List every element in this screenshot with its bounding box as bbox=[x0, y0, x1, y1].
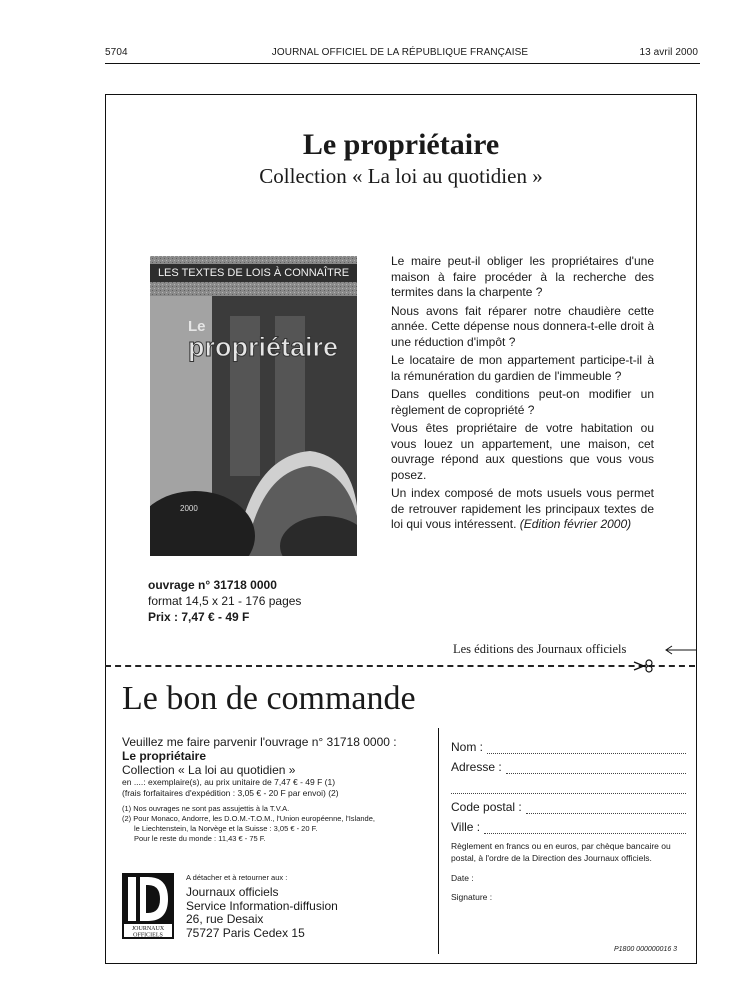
nom-label: Nom : bbox=[451, 740, 484, 754]
order-form-title: Le bon de commande bbox=[122, 680, 416, 717]
order-book: Le propriétaire bbox=[122, 749, 207, 763]
address-line: 26, rue Desaix bbox=[186, 912, 264, 926]
description-paragraph: Le maire peut-il obliger les propriétaires d'une maison à faire procéder à la recherche des termites dans la charpente ? bbox=[391, 254, 654, 299]
order-collection: Collection « La loi au quotidien » bbox=[122, 763, 296, 777]
date-label: Date : bbox=[451, 873, 474, 883]
book-cover bbox=[150, 256, 357, 556]
ville-field[interactable] bbox=[451, 814, 686, 834]
description-paragraph: Le locataire de mon appartement participe-t-il à la rémunération du gardien de l'immeuble ? bbox=[391, 353, 654, 383]
description-paragraph: Vous êtes propriétaire de votre habitation ou vous louez un appartement, une maison, cet ouvrage répond aux questions que vous vous posez. bbox=[391, 421, 654, 482]
book-price: Prix : 7,47 € - 49 F bbox=[148, 610, 250, 624]
cover-title-line1: Le bbox=[188, 318, 206, 335]
book-description bbox=[391, 254, 654, 536]
order-intro: Veuillez me faire parvenir l'ouvrage n° 31718 0000 : bbox=[122, 735, 397, 749]
address-line: Journaux officiels bbox=[186, 885, 279, 899]
book-format: format 14,5 x 21 - 176 pages bbox=[148, 594, 302, 608]
edition-note: (Edition février 2000) bbox=[519, 517, 632, 531]
adresse-input-line-2[interactable] bbox=[451, 781, 686, 794]
editions-label: Les éditions des Journaux officiels bbox=[453, 642, 627, 656]
adresse-field-2[interactable] bbox=[451, 774, 686, 794]
cut-line bbox=[105, 665, 695, 667]
book-collection: Collection « La loi au quotidien » bbox=[259, 164, 543, 188]
logo-text-journaux: JOURNAUX bbox=[131, 926, 165, 932]
cover-title-line2: propriétaire bbox=[188, 332, 339, 362]
issue-date: 13 avril 2000 bbox=[639, 47, 698, 58]
nom-field[interactable] bbox=[451, 734, 686, 754]
scissors-icon bbox=[633, 659, 655, 673]
journaux-officiels-logo bbox=[122, 873, 174, 939]
payment-terms: Règlement en francs ou en euros, par chèque bancaire ou postal, à l'ordre de la Direction des Journaux officiels. bbox=[451, 841, 671, 863]
book-specs bbox=[148, 577, 301, 625]
address-line: 75727 Paris Cedex 15 bbox=[186, 925, 305, 940]
order-note-2c: Pour le reste du monde : 11,43 € - 75 F. bbox=[134, 834, 266, 843]
detach-instruction: A détacher et à retourner aux : bbox=[186, 873, 288, 882]
page-number: 5704 bbox=[105, 47, 128, 58]
ville-label: Ville : bbox=[451, 820, 481, 834]
ville-input-line[interactable] bbox=[484, 821, 686, 834]
order-note-1: (1) Nos ouvrages ne sont pas assujettis à la T.V.A. bbox=[122, 804, 290, 813]
order-details bbox=[122, 735, 427, 844]
ouvrage-number: ouvrage n° 31718 0000 bbox=[148, 578, 277, 592]
adresse-label: Adresse : bbox=[451, 760, 502, 774]
header-rule bbox=[105, 63, 700, 64]
journal-title: JOURNAL OFFICIEL DE LA RÉPUBLIQUE FRANÇAISE bbox=[271, 47, 529, 58]
nom-input-line[interactable] bbox=[487, 741, 686, 754]
adresse-input-line[interactable] bbox=[506, 761, 686, 774]
description-paragraph: Nous avons fait réparer notre chaudière cette année. Cette dépense nous donnera-t-elle droit à une réduction d'impôt ? bbox=[391, 303, 654, 349]
arrow-left-icon bbox=[664, 645, 696, 655]
reference-code: P1800 000000016 3 bbox=[614, 946, 678, 953]
description-paragraph: Dans quelles conditions peut-on modifier un règlement de copropriété ? bbox=[391, 387, 654, 417]
adresse-field[interactable] bbox=[451, 754, 686, 774]
code-postal-label: Code postal : bbox=[451, 800, 522, 814]
book-title: Le propriétaire bbox=[302, 128, 500, 161]
signature-label: Signature : bbox=[451, 892, 493, 902]
order-note-2b: le Liechtenstein, la Norvège et la Suisse : 3,05 € - 20 F. bbox=[134, 824, 318, 833]
cover-year: 2000 bbox=[180, 504, 198, 513]
customer-form bbox=[451, 734, 686, 902]
logo-text-officiels: OFFICIELS bbox=[133, 932, 163, 939]
address-line: Service Information-diffusion bbox=[186, 898, 338, 913]
description-paragraph-last bbox=[391, 486, 654, 533]
order-note-2: (2) Pour Monaco, Andorre, les D.O.M.-T.O.M., l'Union européenne, l'Islande, bbox=[122, 814, 375, 823]
order-shipping: (frais forfaitaires d'expédition : 3,05 € - 20 F par envoi) (2) bbox=[122, 788, 339, 798]
code-postal-field[interactable] bbox=[451, 794, 686, 814]
code-postal-input-line[interactable] bbox=[526, 801, 686, 814]
order-quantity: en ....: exemplaire(s), au prix unitaire de 7,47 € - 49 F (1) bbox=[122, 777, 336, 787]
index-text: Un index composé de mots usuels vous permet de retrouver rapidement les principaux textes de loi qui vous intéressent. bbox=[391, 486, 654, 531]
cover-band: LES TEXTES DE LOIS À CONNAÎTRE bbox=[150, 264, 357, 282]
return-address bbox=[186, 873, 338, 940]
form-divider bbox=[438, 728, 439, 954]
